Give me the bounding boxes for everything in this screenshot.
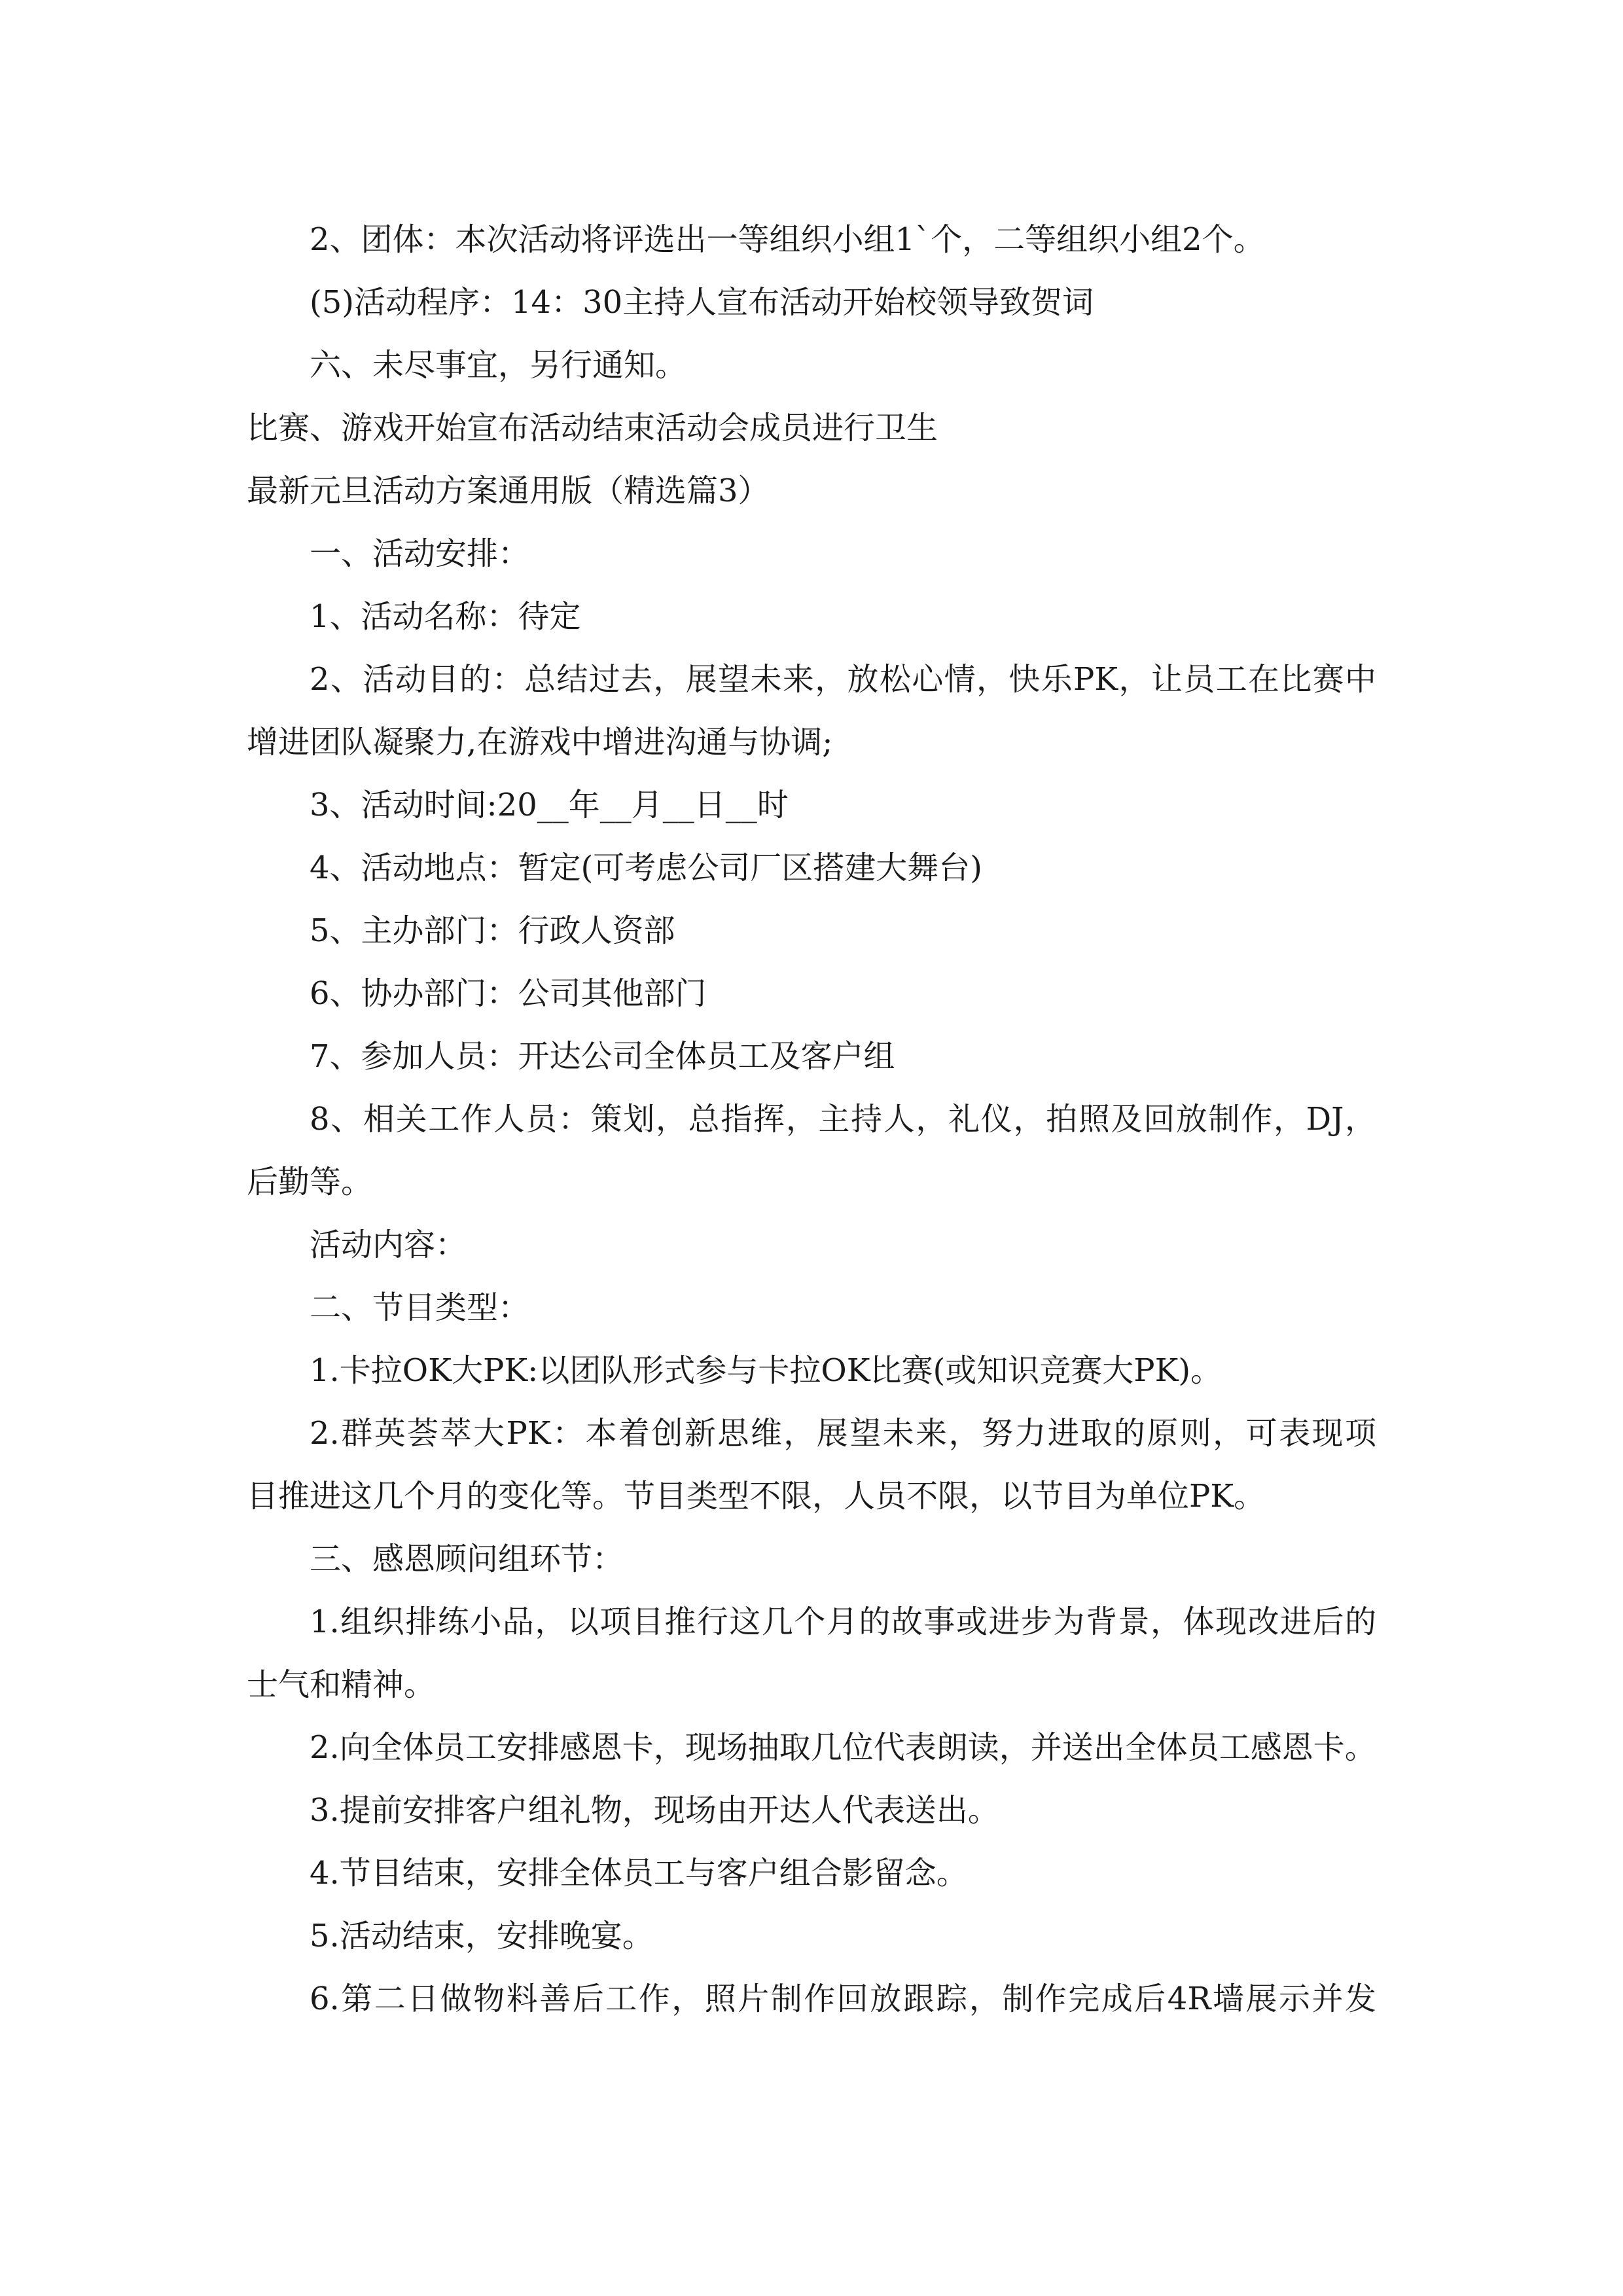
paragraph-line: 士气和精神。 <box>247 1666 436 1703</box>
paragraph-line: 后勤等。 <box>247 1164 373 1200</box>
paragraph-line: 3.提前安排客户组礼物，现场由开达人代表送出。 <box>310 1792 999 1829</box>
paragraph-line: 2.群英荟萃大PK：本着创新思维，展望未来，努力进取的原则，可表现项 <box>310 1415 1376 1452</box>
paragraph-line: 六、未尽事宜，另行通知。 <box>310 347 687 384</box>
paragraph-line: 1、活动名称：待定 <box>310 598 581 635</box>
paragraph-line: 比赛、游戏开始宣布活动结束活动会成员进行卫生 <box>247 410 938 446</box>
section-heading: 活动内容： <box>310 1227 467 1263</box>
paragraph-line: 7、参加人员：开达公司全体员工及客户组 <box>310 1038 895 1075</box>
paragraph-line: 5、主办部门：行政人资部 <box>310 912 675 949</box>
section-title: 最新元旦活动方案通用版（精选篇3） <box>247 473 770 509</box>
paragraph-line: 1.组织排练小品，以项目推行这几个月的故事或进步为背景，体现改进后的 <box>310 1604 1376 1640</box>
paragraph-line: 5.活动结束，安排晚宴。 <box>310 1918 654 1954</box>
paragraph-line: 目推进这几个月的变化等。节目类型不限，人员不限，以节目为单位PK。 <box>247 1478 1266 1515</box>
section-heading: 一、活动安排： <box>310 535 530 572</box>
section-heading: 三、感恩顾问组环节： <box>310 1541 624 1577</box>
paragraph-line: 2、团体：本次活动将评选出一等组织小组1`个，二等组织小组2个。 <box>310 221 1265 258</box>
section-heading: 二、节目类型： <box>310 1289 530 1326</box>
paragraph-line: 4.节目结束，安排全体员工与客户组合影留念。 <box>310 1855 968 1892</box>
paragraph-line: 8、相关工作人员：策划，总指挥，主持人，礼仪，拍照及回放制作，DJ， <box>310 1101 1376 1138</box>
paragraph-line: 1.卡拉OK大PK:以团队形式参与卡拉OK比赛(或知识竞赛大PK)。 <box>310 1352 1222 1389</box>
paragraph-line: 2、活动目的：总结过去，展望未来，放松心情，快乐PK，让员工在比赛中 <box>310 661 1376 698</box>
paragraph-line: 2.向全体员工安排感恩卡，现场抽取几位代表朗读，并送出全体员工感恩卡。 <box>310 1729 1376 1766</box>
paragraph-line: 4、活动地点：暂定(可考虑公司厂区搭建大舞台) <box>310 850 982 886</box>
paragraph-line: (5)活动程序：14：30主持人宣布活动开始校领导致贺词 <box>310 284 1094 321</box>
paragraph-line: 6、协办部门：公司其他部门 <box>310 975 707 1012</box>
paragraph-line: 6.第二日做物料善后工作，照片制作回放跟踪，制作完成后4R墙展示并发 <box>310 1981 1376 2017</box>
document-body <box>247 208 1376 2030</box>
paragraph-line: 3、活动时间:20__年__月__日__时 <box>310 787 789 823</box>
paragraph-line: 增进团队凝聚力,在游戏中增进沟通与协调; <box>247 724 833 761</box>
